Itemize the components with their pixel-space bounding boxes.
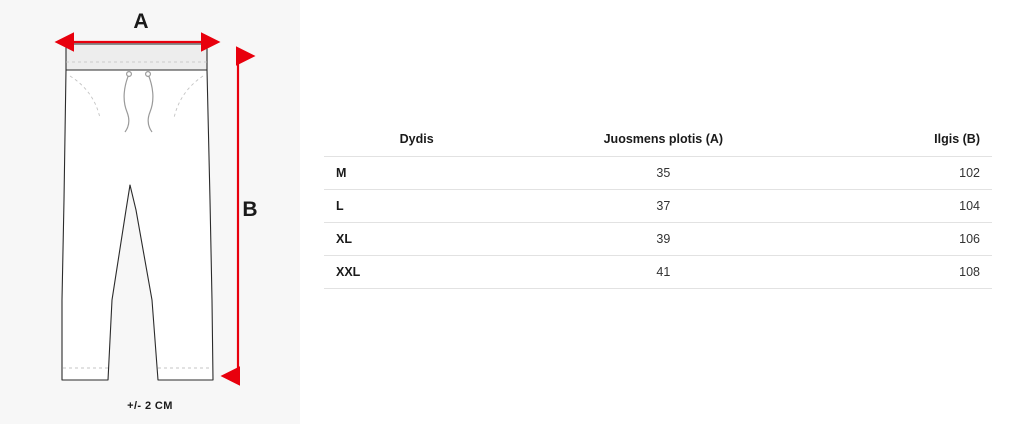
measure-a-label: A xyxy=(133,10,149,33)
table-row xyxy=(324,223,992,256)
size-table-panel xyxy=(300,0,1017,424)
cell-size: L xyxy=(324,190,517,223)
cell-waist: 35 xyxy=(517,157,809,190)
table-row xyxy=(324,157,992,190)
table-row xyxy=(324,190,992,223)
table-header-row xyxy=(324,126,992,157)
table-row xyxy=(324,256,992,289)
size-table-head xyxy=(324,126,992,157)
cell-waist: 39 xyxy=(517,223,809,256)
garment-diagram-panel xyxy=(0,0,300,424)
tolerance-note: +/- 2 CM xyxy=(127,400,173,412)
header-size: Dydis xyxy=(399,132,434,146)
cell-waist: 41 xyxy=(517,256,809,289)
cell-size: XL xyxy=(324,223,517,256)
trousers-shape xyxy=(62,44,213,380)
cell-waist: 37 xyxy=(517,190,809,223)
trousers-measurement-diagram xyxy=(0,0,300,424)
size-table xyxy=(324,126,992,289)
cell-length: 106 xyxy=(809,223,992,256)
cell-size: M xyxy=(324,157,517,190)
measure-b-label: B xyxy=(242,198,258,221)
cell-length: 108 xyxy=(809,256,992,289)
size-table-body xyxy=(324,157,992,289)
cell-size: XXL xyxy=(324,256,517,289)
header-length: Ilgis (B) xyxy=(934,132,980,146)
header-waist-width: Juosmens plotis (A) xyxy=(603,132,724,146)
cell-length: 104 xyxy=(809,190,992,223)
cell-length: 102 xyxy=(809,157,992,190)
